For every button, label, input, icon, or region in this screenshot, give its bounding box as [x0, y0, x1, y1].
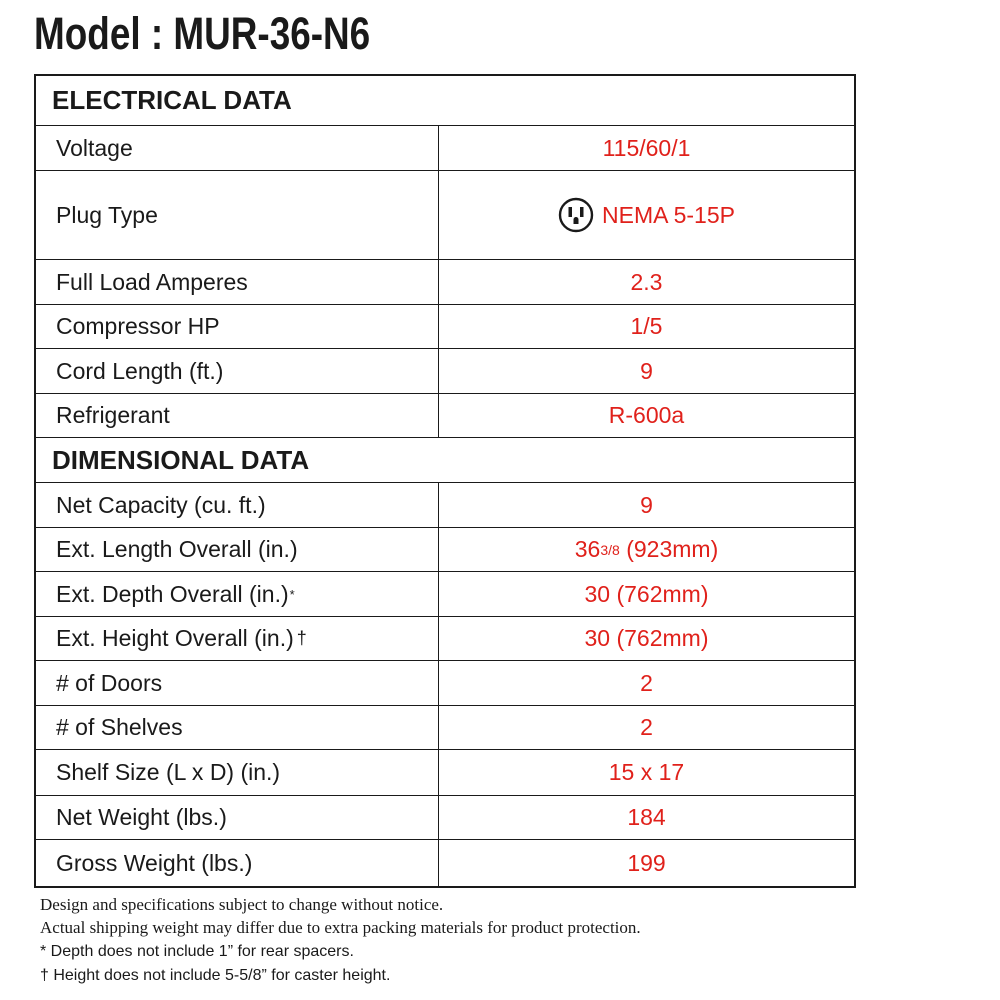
note-height-footnote: † Height does not include 5-5/8” for caster height.	[40, 967, 391, 984]
spec-row-net-weight	[36, 796, 854, 840]
note-shipping-weight: Actual shipping weight may differ due to extra packing materials for product protection.	[40, 918, 641, 937]
spec-row-cord-length	[36, 349, 854, 394]
plug-type-value: NEMA 5-15P	[602, 201, 735, 228]
spec-row-gross-weight	[36, 840, 854, 886]
row-label: Gross Weight (lbs.)	[36, 840, 439, 886]
row-value	[439, 528, 854, 571]
row-value: 1/5	[630, 313, 663, 339]
row-label: Ext. Length Overall (in.)	[36, 528, 439, 571]
spec-row-refrigerant	[36, 394, 854, 438]
spec-row-ext-length	[36, 528, 854, 572]
spec-row-shelf-size	[36, 750, 854, 796]
row-label: Compressor HP	[36, 305, 439, 348]
dimensional-data-heading: DIMENSIONAL DATA	[36, 438, 854, 483]
row-value: R-600a	[608, 402, 685, 428]
row-value: 2	[640, 714, 653, 740]
row-label-height	[36, 617, 439, 660]
footnotes	[40, 893, 641, 988]
electrical-data-heading: ELECTRICAL DATA	[36, 76, 854, 126]
row-label: Refrigerant	[36, 394, 439, 437]
spec-row-voltage	[36, 126, 854, 171]
spec-table	[34, 74, 856, 888]
row-label-depth	[36, 572, 439, 616]
row-label: Shelf Size (L x D) (in.)	[36, 750, 439, 795]
spec-row-ext-height	[36, 617, 854, 661]
row-value: 15 x 17	[608, 759, 685, 785]
row-value: 9	[640, 491, 653, 518]
row-value: 199	[627, 849, 666, 876]
spec-row-compressor-hp	[36, 305, 854, 349]
row-value: 30 (762mm)	[584, 580, 709, 607]
row-label: Cord Length (ft.)	[36, 349, 439, 393]
model-title: Model : MUR-36-N6	[34, 8, 371, 59]
row-label: # of Doors	[36, 661, 439, 705]
row-value: 115/60/1	[602, 134, 691, 161]
length-whole: 36	[574, 536, 601, 562]
spec-row-ext-depth	[36, 572, 854, 617]
row-label: # of Shelves	[36, 706, 439, 749]
height-label-text: Ext. Height Overall (in.)	[56, 625, 294, 651]
footnote-dagger: †	[296, 628, 307, 648]
row-value-plug	[439, 171, 854, 259]
spec-row-full-load-amperes	[36, 260, 854, 305]
spec-row-shelves	[36, 706, 854, 750]
row-value: 30 (762mm)	[584, 625, 709, 651]
nema-5-15p-plug-icon	[558, 197, 594, 233]
row-label: Net Weight (lbs.)	[36, 796, 439, 839]
row-value: 184	[627, 804, 666, 830]
row-label: Plug Type	[36, 171, 439, 259]
row-value: 2	[640, 669, 653, 696]
row-label: Full Load Amperes	[36, 260, 439, 304]
row-value: 9	[640, 357, 653, 384]
length-metric: (923mm)	[619, 536, 719, 562]
note-design-change: Design and specifications subject to change without notice.	[40, 895, 444, 914]
spec-row-doors	[36, 661, 854, 706]
depth-label-text: Ext. Depth Overall (in.)	[56, 580, 289, 607]
row-value: 2.3	[630, 268, 663, 295]
footnote-asterisk: *	[289, 586, 295, 602]
spec-row-plug-type	[36, 171, 854, 260]
note-depth-footnote: * Depth does not include 1” for rear spacers.	[40, 943, 354, 960]
spec-row-net-capacity	[36, 483, 854, 528]
row-label: Voltage	[36, 126, 439, 170]
row-label: Net Capacity (cu. ft.)	[36, 483, 439, 527]
length-fraction: 3/8	[600, 541, 620, 558]
